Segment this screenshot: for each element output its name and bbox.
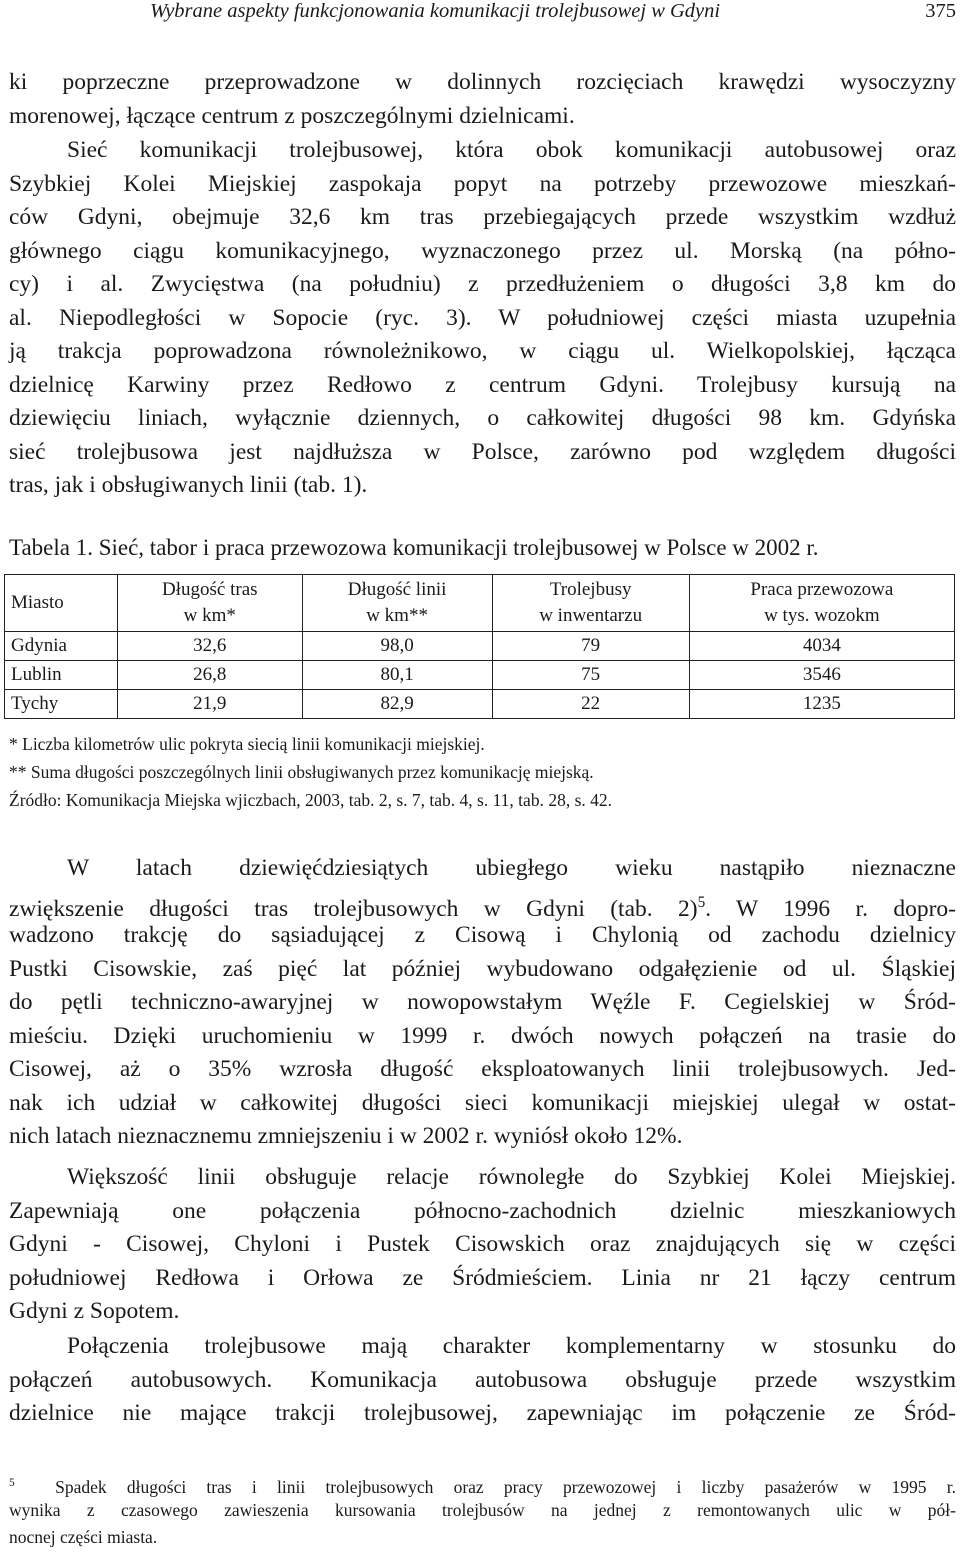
footnote [9,1470,956,1551]
table-caption: Tabela 1. Sieć, tabor i praca przewozowa komunikacji trolejbusowej w Polsce w 2002 r. [9,535,819,560]
text-line: ją trakcja poprowadzona równoleżnikowo, w ciągu ul. Wielkopolskiej, łącząca [9,338,956,364]
table-cell: 26,8 [118,661,303,690]
table-cell: 82,9 [302,690,492,719]
text-line: głównego ciągu komunikacyjnego, wyznaczonego przez ul. Morską (na półno- [9,237,956,264]
table-cell: 75 [492,661,689,690]
text-line [9,886,956,920]
running-header [0,0,960,30]
footnote-line: nocnej części miasta. [9,1527,158,1547]
text-line: połączeń autobusowych. Komunikacja autobusowa obsługuje przede wszystkim [9,1366,956,1393]
header-line: w inwentarzu [539,605,643,626]
text-line: południowej Redłowa i Orłowa ze Śródmieściem. Linia nr 21 łączy centrum [9,1264,956,1291]
text-line: Szybkiej Kolei Miejskiej zaspokaja popyt na potrzeby przewozowe mieszkań- [9,170,956,197]
text-line: nich latach nieznacznemu zmniejszeniu i w 2002 r. wyniósł około 12%. [9,1123,683,1149]
text-line: ców Gdyni, obejmuje 32,6 km tras przebiegających przede wszystkim wzdłuż [9,204,956,230]
text-line: ki poprzeczne przeprowadzone w dolinnych rozcięciach krawędzi wysoczyzny [9,69,956,95]
paragraph-3 [9,852,956,1154]
text-line: sieć trolejbusowa jest najdłuższa w Polsce, zarówno pod względem długości [9,438,956,465]
text-line: W latach dziewięćdziesiątych ubiegłego wieku nastąpiło nieznaczne [67,855,956,881]
table-cell: 22 [492,690,689,719]
header-route-length [118,575,303,632]
header-city: Miasto [5,575,118,632]
header-line-length [302,575,492,632]
text-line: Sieć komunikacji trolejbusowej, która obok komunikacji autobusowej oraz [67,137,956,163]
text-line: Większość linii obsługuje relacje równoległe do Szybkiej Kolei Miejskiej. [67,1164,956,1190]
table-row [5,690,955,719]
text-line: Gdyni z Sopotem. [9,1298,180,1324]
text-line: wadzono trakcję do sąsiadującej z Cisową i Chylonią od zachodu dzielnicy [9,922,956,948]
data-table [4,574,955,719]
footnote-line: wynika z czasowego zawieszenia kursowania trolejbusów na jednej z remontowanych ulic w pół- [9,1500,956,1520]
text-line: al. Niepodległości w Sopocie (ryc. 3). W południowej części miasta uzupełnia [9,304,956,331]
header-line: Długość linii [347,579,447,600]
text-line: Połączenia trolejbusowe mają charakter komplementarny w stosunku do [67,1333,956,1359]
table-cell: 1235 [689,690,954,719]
text-line: nak ich udział w całkowitej długości sieci komunikacji miejskiej ulegał w ostat- [9,1089,956,1116]
table-note: ** Suma długości poszczególnych linii obsługiwanych przez komunikację miejską. [9,762,594,782]
header-line: Trolejbusy [549,579,632,600]
paragraph-5 [9,1330,956,1431]
header-line: w km** [366,605,428,626]
footnote-line [9,1470,956,1497]
cell-city: Lublin [5,661,118,690]
text-line: cy) i al. Zwycięstwa (na południu) z przedłużeniem o długości 3,8 km do [9,271,956,297]
text-segment: zwiększenie długości tras trolejbusowych w Gdyni (tab. 2) [9,895,698,922]
table-cell: 32,6 [118,632,303,661]
table-cell: 4034 [689,632,954,661]
table-row [5,661,955,690]
text-line: Gdyni - Cisowej, Chyloni i Pustek Cisowskich oraz znajdujących się w części [9,1231,956,1257]
table-cell: 79 [492,632,689,661]
text-line: mieściu. Dzięki uruchomieniu w 1999 r. dwóch nowych połączeń na trasie do [9,1022,956,1049]
table-cell: 80,1 [302,661,492,690]
table-source: Źródło: Komunikacja Miejska wjiczbach, 2003, tab. 2, s. 7, tab. 4, s. 11, tab. 28, s. 42. [9,790,612,810]
paragraph-1 [9,66,956,133]
footnote-text: Spadek długości tras i linii trolejbusowych oraz pracy przewozowej i liczby pasażerów w 1995 r. [55,1476,956,1497]
table-row [5,632,955,661]
text-line: dzielnice nie mające trakcji trolejbusowej, zapewniając im połączenie ze Śród- [9,1400,956,1426]
header-trolleybuses [492,575,689,632]
footnote-reference: 5 [697,893,706,911]
table-note: * Liczba kilometrów ulic pokryta siecią linii komunikacji miejskiej. [9,734,485,754]
paragraph-4 [9,1161,956,1329]
page-number: 375 [925,0,956,22]
text-line: Zapewniają one połączenia północno-zachodnich dzielnic mieszkaniowych [9,1197,956,1224]
table-header-row [5,575,955,632]
cell-city: Tychy [5,690,118,719]
running-title: Wybrane aspekty funkcjonowania komunikacji trolejbusowej w Gdyni [150,0,721,22]
footnote-mark: 5 [9,1477,15,1489]
text-line: dziewięciu liniach, wyłącznie dziennych, o całkowitej długości 98 km. Gdyńska [9,405,956,431]
header-transport-work [689,575,954,632]
text-line: dzielnicę Karwiny przez Redłowo z centrum Gdyni. Trolejbusy kursują na [9,371,956,398]
table-cell: 3546 [689,661,954,690]
table-cell: 21,9 [118,690,303,719]
table-cell: 98,0 [302,632,492,661]
cell-city: Gdynia [5,632,118,661]
text-segment: . W 1996 r. dopro- [705,895,956,922]
header-line: Praca przewozowa [750,579,894,600]
text-line: Cisowej, aż o 35% wzrosła długość eksploatowanych linii trolejbusowych. Jed- [9,1056,956,1082]
text-line: do pętli techniczno-awaryjnej w nowopowstałym Węźle F. Cegielskiej w Śród- [9,989,956,1015]
header-line: w tys. wozokm [764,605,880,626]
text-line: tras, jak i obsługiwanych linii (tab. 1). [9,472,368,498]
paragraph-2 [9,134,956,503]
header-line: w km* [183,605,236,626]
table-notes [9,730,612,814]
text-line: morenowej, łączące centrum z poszczególnymi dzielnicami. [9,102,575,129]
text-line: Pustki Cisowskie, zaś pięć lat później wybudowano odgałęzienie od ul. Śląskiej [9,955,956,982]
header-line: Długość tras [162,579,258,600]
